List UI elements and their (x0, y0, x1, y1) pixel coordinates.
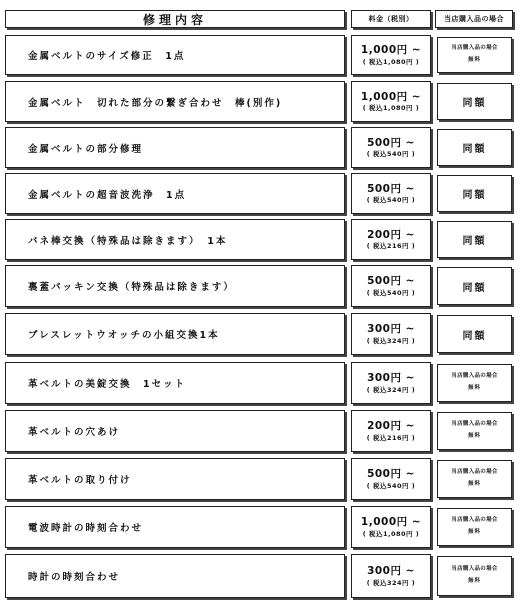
service-cell: ブレスレットウオッチの小組交換1本 (5, 313, 345, 355)
free-label: 無料 (467, 529, 481, 535)
store-purchase-note (437, 412, 512, 450)
free-label: 無料 (467, 578, 481, 584)
price-cell (351, 410, 431, 452)
store-purchase-note (437, 556, 512, 596)
price-tax-included: ( 税込540円 ) (366, 288, 416, 297)
service-cell: 革ベルトの取り付け (5, 458, 345, 500)
price-cell (351, 265, 431, 307)
free-label: 無料 (467, 481, 481, 487)
same-price-cell: 同額 (437, 315, 512, 353)
same-price-cell: 同額 (437, 175, 512, 212)
store-purchase-label: 当店購入品の場合 (451, 45, 498, 52)
header-price: 料金（税別） (351, 10, 431, 28)
store-purchase-label: 当店購入品の場合 (451, 566, 498, 573)
price-tax-included: ( 税込324円 ) (366, 336, 416, 345)
free-label: 無料 (467, 57, 481, 63)
same-price-cell: 同額 (437, 83, 512, 120)
price-cell (351, 506, 431, 548)
price-tax-included: ( 税込1,080円 ) (362, 529, 420, 538)
price-cell (351, 313, 431, 355)
price-tax-included: ( 税込324円 ) (366, 578, 416, 587)
store-purchase-note (437, 508, 512, 546)
price-tax-included: ( 税込324円 ) (366, 385, 416, 394)
price-amount: 500円 ~ (367, 275, 415, 288)
price-amount: 1,000円 ~ (360, 516, 422, 529)
service-cell: 金属ベルト 切れた部分の繋ぎ合わせ 棒(別作) (5, 81, 345, 122)
price-amount: 200円 ~ (367, 420, 415, 433)
price-tax-included: ( 税込216円 ) (366, 433, 416, 442)
same-price-cell: 同額 (437, 129, 512, 166)
price-cell (351, 554, 431, 598)
service-cell: 電波時計の時刻合わせ (5, 506, 345, 548)
free-label: 無料 (467, 433, 481, 439)
store-purchase-label: 当店購入品の場合 (451, 517, 498, 524)
price-amount: 1,000円 ~ (360, 90, 422, 103)
price-cell (351, 458, 431, 500)
header-other-store: 当店購入品の場合 (435, 10, 513, 28)
price-amount: 500円 ~ (367, 468, 415, 481)
price-tax-included: ( 税込540円 ) (366, 150, 416, 158)
store-purchase-label: 当店購入品の場合 (451, 469, 498, 476)
store-purchase-note (437, 37, 512, 73)
price-tax-included: ( 税込1,080円 ) (362, 104, 420, 112)
service-cell: 時計の時刻合わせ (5, 554, 345, 598)
price-amount: 200円 ~ (367, 228, 415, 241)
service-cell: バネ棒交換（特殊品は除きます） 1本 (5, 219, 345, 260)
price-cell (351, 173, 431, 214)
store-purchase-label: 当店購入品の場合 (451, 373, 498, 380)
store-purchase-note (437, 364, 512, 402)
same-price-cell: 同額 (437, 221, 512, 258)
price-tax-included: ( 税込1,080円 ) (362, 57, 420, 66)
price-tax-included: ( 税込540円 ) (366, 481, 416, 490)
service-cell: 裏蓋パッキン交換（特殊品は除きます） (5, 265, 345, 307)
price-amount: 300円 ~ (367, 323, 415, 336)
service-cell: 金属ベルトのサイズ修正 1点 (5, 35, 345, 75)
price-amount: 300円 ~ (367, 372, 415, 385)
price-cell (351, 127, 431, 168)
price-tax-included: ( 税込540円 ) (366, 196, 416, 204)
price-cell (351, 35, 431, 75)
service-cell: 革ベルトの穴あけ (5, 410, 345, 452)
service-cell: 金属ベルトの超音波洗浄 1点 (5, 173, 345, 214)
service-cell: 金属ベルトの部分修理 (5, 127, 345, 168)
price-cell (351, 81, 431, 122)
same-price-cell: 同額 (437, 267, 512, 305)
price-amount: 300円 ~ (367, 565, 415, 578)
free-label: 無料 (467, 385, 481, 391)
store-purchase-note (437, 460, 512, 498)
price-amount: 500円 ~ (367, 182, 415, 195)
price-tax-included: ( 税込216円 ) (366, 242, 416, 250)
price-amount: 1,000円 ~ (360, 44, 422, 57)
price-cell (351, 219, 431, 260)
service-cell: 革ベルトの美錠交換 1セット (5, 362, 345, 404)
store-purchase-label: 当店購入品の場合 (451, 421, 498, 428)
price-amount: 500円 ~ (367, 136, 415, 149)
price-cell (351, 362, 431, 404)
header-service: 修理内容 (5, 10, 345, 28)
